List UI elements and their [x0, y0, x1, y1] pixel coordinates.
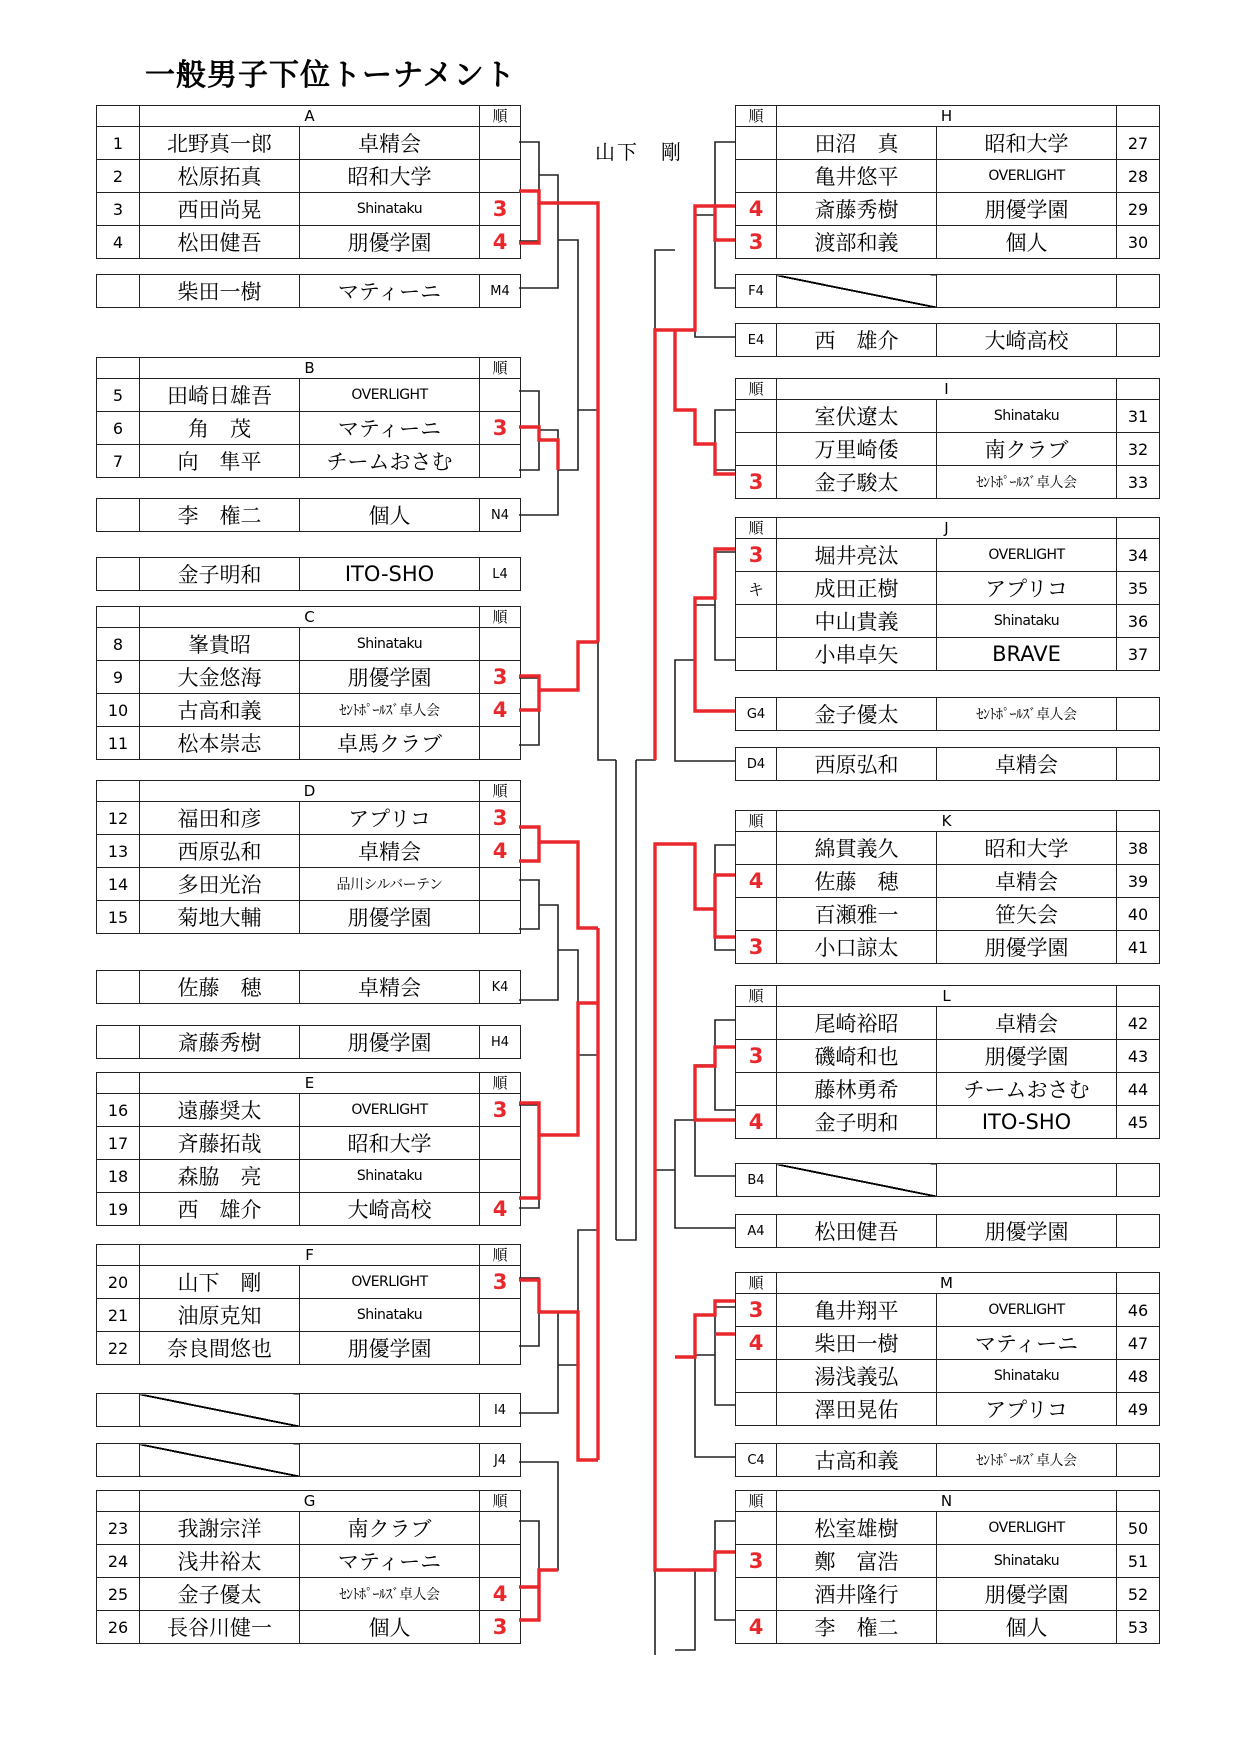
player-name: 酒井隆行	[777, 1578, 937, 1611]
seed-tag: C4	[736, 1444, 777, 1477]
rank-header: 順	[736, 811, 777, 832]
winner-line	[655, 330, 675, 760]
player-name: 森脇 亮	[140, 1160, 300, 1193]
player-name: 李 権二	[777, 1611, 937, 1644]
rank-header: 順	[736, 986, 777, 1007]
bracket-line	[715, 1521, 735, 1620]
rank-result: 4	[480, 226, 521, 259]
player-name: 福田和彦	[140, 802, 300, 835]
group-label: J	[777, 518, 1117, 539]
bracket-line	[655, 1170, 675, 1655]
player-team: OVERLIGHT	[937, 1512, 1117, 1545]
player-number: 13	[97, 835, 140, 868]
rank-result: 4	[480, 835, 521, 868]
player-number: 24	[97, 1545, 140, 1578]
player-number: 1	[97, 127, 140, 160]
rank-result: キ	[736, 572, 777, 605]
seed-team: 卓精会	[937, 748, 1117, 781]
seed-name: 李 権二	[140, 499, 300, 532]
player-number: 8	[97, 628, 140, 661]
player-name: 遠藤奨太	[140, 1094, 300, 1127]
winner-line	[558, 842, 598, 928]
player-number: 7	[97, 445, 140, 478]
seed-team: 朋優学園	[300, 1026, 480, 1059]
player-team: 朋優学園	[300, 661, 480, 694]
player-number: 15	[97, 901, 140, 934]
player-number: 45	[1117, 1106, 1160, 1139]
player-team: 朋優学園	[300, 901, 480, 934]
rank-result: 4	[480, 1578, 521, 1611]
player-name: 百瀬雅一	[777, 898, 937, 931]
seed-name: 古高和義	[777, 1444, 937, 1477]
rank-header: 順	[480, 781, 521, 802]
player-team: ITO-SHO	[937, 1106, 1117, 1139]
seed-tag: K4	[480, 971, 521, 1004]
player-team: OVERLIGHT	[300, 1094, 480, 1127]
seed-name: 金子明和	[140, 558, 300, 591]
rank-result: 4	[736, 1327, 777, 1360]
player-team: 卓精会	[937, 865, 1117, 898]
seed-tag: L4	[480, 558, 521, 591]
seed-name: 金子優太	[777, 698, 937, 731]
rank-result: 4	[736, 193, 777, 226]
player-team: チームおさむ	[937, 1073, 1117, 1106]
player-number: 34	[1117, 539, 1160, 572]
player-team: 昭和大学	[937, 832, 1117, 865]
player-team: 個人	[937, 226, 1117, 259]
player-name: 柴田一樹	[777, 1327, 937, 1360]
seed-team: 朋優学園	[937, 1215, 1117, 1248]
rank-header: 順	[736, 1273, 777, 1294]
rank-result: 3	[736, 1040, 777, 1073]
player-number: 30	[1117, 226, 1160, 259]
player-number: 12	[97, 802, 140, 835]
player-name: 磯崎和也	[777, 1040, 937, 1073]
bracket-line	[616, 760, 636, 1240]
player-name: 湯浅義弘	[777, 1360, 937, 1393]
rank-header: 順	[736, 106, 777, 127]
player-number: 38	[1117, 832, 1160, 865]
player-name: 西 雄介	[140, 1193, 300, 1226]
player-team: 昭和大学	[300, 160, 480, 193]
player-team: 朋優学園	[937, 193, 1117, 226]
player-name: 北野真一郎	[140, 127, 300, 160]
player-team: マティーニ	[300, 412, 480, 445]
player-name: 田沼 真	[777, 127, 937, 160]
player-team: 卓精会	[300, 127, 480, 160]
winner-line	[675, 330, 735, 474]
player-number: 27	[1117, 127, 1160, 160]
player-name: 斎藤秀樹	[777, 193, 937, 226]
bracket-line	[715, 552, 735, 660]
seed-tag: A4	[736, 1215, 777, 1248]
rank-result: 3	[736, 226, 777, 259]
group-label: K	[777, 811, 1117, 832]
seed-team: ITO-SHO	[300, 558, 480, 591]
bracket-line	[558, 240, 598, 410]
winner-line	[519, 827, 558, 842]
player-team: OVERLIGHT	[937, 539, 1117, 572]
player-name: 亀井悠平	[777, 160, 937, 193]
player-name: 渡部和義	[777, 226, 937, 259]
seed-tag: D4	[736, 748, 777, 781]
player-number: 50	[1117, 1512, 1160, 1545]
player-name: 多田光治	[140, 868, 300, 901]
player-number: 37	[1117, 638, 1160, 671]
player-name: 西田尚晃	[140, 193, 300, 226]
player-team: Shinataku	[937, 605, 1117, 638]
player-team: OVERLIGHT	[300, 1266, 480, 1299]
bracket-line	[558, 410, 578, 470]
rank-header: 順	[480, 1073, 521, 1094]
player-team: Shinataku	[937, 400, 1117, 433]
winner-name: 山下 剛	[595, 140, 683, 164]
seed-team: ｾﾝﾄﾎﾟｰﾙｽﾞ卓人会	[937, 698, 1117, 731]
player-number: 52	[1117, 1578, 1160, 1611]
player-number: 33	[1117, 466, 1160, 499]
player-name: 角 茂	[140, 412, 300, 445]
seed-name: 柴田一樹	[140, 275, 300, 308]
seed-team: 個人	[300, 499, 480, 532]
player-team: 昭和大学	[937, 127, 1117, 160]
rank-header: 順	[736, 1491, 777, 1512]
player-name: 佐藤 穂	[777, 865, 937, 898]
winner-line	[519, 203, 539, 243]
seed-tag: E4	[736, 324, 777, 357]
winner-line	[675, 844, 735, 909]
player-name: 松原拓真	[140, 160, 300, 193]
rank-header: 順	[480, 607, 521, 628]
player-team: アプリコ	[300, 802, 480, 835]
player-team: Shinataku	[300, 1160, 480, 1193]
player-number: 4	[97, 226, 140, 259]
player-number: 29	[1117, 193, 1160, 226]
rank-result: 3	[480, 661, 521, 694]
player-team: Shinataku	[937, 1360, 1117, 1393]
seed-tag: B4	[736, 1164, 777, 1197]
bracket-line	[715, 1020, 735, 1110]
seed-team: 卓精会	[300, 971, 480, 1004]
bracket-line	[715, 142, 735, 288]
player-number: 19	[97, 1193, 140, 1226]
player-number: 42	[1117, 1007, 1160, 1040]
bracket-line	[519, 1278, 539, 1346]
player-name: 奈良間悠也	[140, 1332, 300, 1365]
winner-line	[558, 1312, 598, 1460]
player-team: マティーニ	[937, 1327, 1117, 1360]
player-name: 山下 剛	[140, 1266, 300, 1299]
group-label: B	[140, 358, 480, 379]
player-number: 35	[1117, 572, 1160, 605]
player-number: 26	[97, 1611, 140, 1644]
player-number: 5	[97, 379, 140, 412]
player-team: 朋優学園	[937, 1578, 1117, 1611]
player-number: 44	[1117, 1073, 1160, 1106]
player-number: 43	[1117, 1040, 1160, 1073]
player-name: 大金悠海	[140, 661, 300, 694]
seed-tag: N4	[480, 499, 521, 532]
player-name: 藤林勇希	[777, 1073, 937, 1106]
player-number: 14	[97, 868, 140, 901]
group-label: F	[140, 1245, 480, 1266]
player-name: 峯貴昭	[140, 628, 300, 661]
player-team: Shinataku	[937, 1545, 1117, 1578]
player-number: 28	[1117, 160, 1160, 193]
player-team: ｾﾝﾄﾎﾟｰﾙｽﾞ卓人会	[300, 1578, 480, 1611]
rank-header: 順	[480, 106, 521, 127]
bracket-line	[519, 1521, 539, 1620]
winner-line	[519, 1103, 558, 1135]
player-name: 金子明和	[777, 1106, 937, 1139]
rank-result: 4	[736, 865, 777, 898]
rank-header: 順	[736, 518, 777, 539]
player-name: 金子駿太	[777, 466, 937, 499]
player-number: 36	[1117, 605, 1160, 638]
winner-line	[558, 642, 598, 690]
player-name: 澤田晃佑	[777, 1393, 937, 1426]
player-team: OVERLIGHT	[937, 1294, 1117, 1327]
winner-line	[715, 206, 735, 240]
rank-header: 順	[480, 358, 521, 379]
player-name: 斉藤拓哉	[140, 1127, 300, 1160]
player-team: マティーニ	[300, 1545, 480, 1578]
bracket-line	[715, 845, 735, 950]
player-name: 長谷川健一	[140, 1611, 300, 1644]
seed-team: ｾﾝﾄﾎﾟｰﾙｽﾞ卓人会	[937, 1444, 1117, 1477]
player-name: 西原弘和	[140, 835, 300, 868]
winner-line	[675, 1552, 735, 1570]
player-number: 31	[1117, 400, 1160, 433]
rank-header: 順	[480, 1245, 521, 1266]
player-name: 向 隼平	[140, 445, 300, 478]
player-name: 松本崇志	[140, 727, 300, 760]
player-number: 49	[1117, 1393, 1160, 1426]
player-name: 松室雄樹	[777, 1512, 937, 1545]
player-team: 卓精会	[937, 1007, 1117, 1040]
winner-line	[655, 844, 675, 1357]
player-team: 朋優学園	[300, 226, 480, 259]
player-number: 41	[1117, 931, 1160, 964]
seed-tag: I4	[480, 1394, 521, 1427]
player-team: OVERLIGHT	[300, 379, 480, 412]
player-name: 金子優太	[140, 1578, 300, 1611]
bracket-line	[598, 410, 616, 760]
winner-line	[675, 1301, 735, 1357]
group-label: M	[777, 1273, 1117, 1294]
player-team: Shinataku	[300, 1299, 480, 1332]
player-name: 古高和義	[140, 694, 300, 727]
seed-team: 大崎高校	[937, 324, 1117, 357]
seed-name: 西原弘和	[777, 748, 937, 781]
player-number: 21	[97, 1299, 140, 1332]
bracket-line	[519, 880, 539, 929]
rank-result: 3	[736, 1545, 777, 1578]
player-team: 朋優学園	[937, 1040, 1117, 1073]
player-team: アプリコ	[937, 1393, 1117, 1426]
player-name: 浅井裕太	[140, 1545, 300, 1578]
player-number: 3	[97, 193, 140, 226]
bracket-line	[715, 1307, 735, 1405]
player-team: 笹矢会	[937, 898, 1117, 931]
player-number: 17	[97, 1127, 140, 1160]
winner-line	[655, 1357, 675, 1570]
rank-result: 3	[480, 802, 521, 835]
rank-header: 順	[480, 1491, 521, 1512]
rank-result: 3	[480, 1266, 521, 1299]
winner-line	[519, 1280, 558, 1312]
player-name: 万里崎倭	[777, 433, 937, 466]
player-team: Shinataku	[300, 628, 480, 661]
bracket-line	[675, 1570, 715, 1650]
player-team: 南クラブ	[300, 1512, 480, 1545]
winner-line	[519, 1570, 558, 1620]
seed-name: 佐藤 穂	[140, 971, 300, 1004]
winner-line	[715, 909, 735, 937]
group-label: L	[777, 986, 1117, 1007]
player-name: 室伏遼太	[777, 400, 937, 433]
player-number: 39	[1117, 865, 1160, 898]
player-name: 尾崎裕昭	[777, 1007, 937, 1040]
player-name: 成田正樹	[777, 572, 937, 605]
player-team: 昭和大学	[300, 1127, 480, 1160]
rank-result: 4	[736, 1106, 777, 1139]
seed-name: 斎藤秀樹	[140, 1026, 300, 1059]
player-team: ｾﾝﾄﾎﾟｰﾙｽﾞ卓人会	[937, 466, 1117, 499]
player-number: 40	[1117, 898, 1160, 931]
player-name: 亀井翔平	[777, 1294, 937, 1327]
winner-line	[519, 1135, 539, 1198]
player-number: 32	[1117, 433, 1160, 466]
page-title: 一般男子下位トーナメント	[145, 58, 516, 93]
player-team: 卓馬クラブ	[300, 727, 480, 760]
player-team: 卓精会	[300, 835, 480, 868]
player-number: 18	[97, 1160, 140, 1193]
player-team: 南クラブ	[937, 433, 1117, 466]
player-name: 鄭 富浩	[777, 1545, 937, 1578]
group-label: C	[140, 607, 480, 628]
winner-line	[558, 1003, 598, 1135]
player-number: 22	[97, 1332, 140, 1365]
player-name: 菊地大輔	[140, 901, 300, 934]
seed-tag: H4	[480, 1026, 521, 1059]
rank-result: 4	[480, 694, 521, 727]
player-name: 油原克知	[140, 1299, 300, 1332]
bracket-line	[519, 391, 539, 470]
seed-tag: G4	[736, 698, 777, 731]
player-number: 47	[1117, 1327, 1160, 1360]
player-team: OVERLIGHT	[937, 160, 1117, 193]
group-label: I	[777, 379, 1117, 400]
player-team: 個人	[300, 1611, 480, 1644]
rank-result: 4	[480, 1193, 521, 1226]
group-label: E	[140, 1073, 480, 1094]
player-name: 小串卓矢	[777, 638, 937, 671]
bracket-line	[519, 1105, 539, 1208]
seed-tag: M4	[480, 275, 521, 308]
player-name: 中山貴義	[777, 605, 937, 638]
seed-team: マティーニ	[300, 275, 480, 308]
player-team: 個人	[937, 1611, 1117, 1644]
player-number: 9	[97, 661, 140, 694]
rank-result: 3	[480, 1094, 521, 1127]
player-number: 23	[97, 1512, 140, 1545]
rank-result: 3	[736, 539, 777, 572]
player-number: 25	[97, 1578, 140, 1611]
player-number: 6	[97, 412, 140, 445]
seed-name: 松田健吾	[777, 1215, 937, 1248]
rank-result: 4	[736, 1611, 777, 1644]
player-team: チームおさむ	[300, 445, 480, 478]
rank-result: 3	[480, 193, 521, 226]
player-number: 20	[97, 1266, 140, 1299]
player-number: 2	[97, 160, 140, 193]
rank-result: 3	[736, 931, 777, 964]
rank-result: 3	[736, 466, 777, 499]
winner-line	[519, 690, 539, 710]
group-label: D	[140, 781, 480, 802]
group-label: N	[777, 1491, 1117, 1512]
player-name: 綿貫義久	[777, 832, 937, 865]
rank-result: 3	[480, 412, 521, 445]
player-name: 小口諒太	[777, 931, 937, 964]
player-name: 田崎日雄吾	[140, 379, 300, 412]
player-number: 10	[97, 694, 140, 727]
player-team: Shinataku	[300, 193, 480, 226]
rank-result: 3	[736, 1294, 777, 1327]
bracket-line	[675, 1120, 735, 1228]
player-team: 大崎高校	[300, 1193, 480, 1226]
group-label: G	[140, 1491, 480, 1512]
winner-line	[675, 206, 715, 330]
player-name: 我謝宗洋	[140, 1512, 300, 1545]
player-number: 46	[1117, 1294, 1160, 1327]
winner-line	[519, 191, 558, 203]
player-number: 11	[97, 727, 140, 760]
player-name: 堀井亮汰	[777, 539, 937, 572]
player-name: 松田健吾	[140, 226, 300, 259]
winner-line	[519, 842, 539, 861]
player-team: アプリコ	[937, 572, 1117, 605]
player-team: 朋優学園	[300, 1332, 480, 1365]
seed-name: 西 雄介	[777, 324, 937, 357]
rank-result: 3	[480, 1611, 521, 1644]
bracket-line	[715, 410, 735, 470]
player-team: 朋優学園	[937, 931, 1117, 964]
player-team: ｾﾝﾄﾎﾟｰﾙｽﾞ卓人会	[300, 694, 480, 727]
player-number: 48	[1117, 1360, 1160, 1393]
seed-tag: J4	[480, 1444, 521, 1477]
rank-header: 順	[736, 379, 777, 400]
group-label: A	[140, 106, 480, 127]
player-team: BRAVE	[937, 638, 1117, 671]
player-number: 51	[1117, 1545, 1160, 1578]
player-team: 品川シルバーテン	[300, 868, 480, 901]
group-label: H	[777, 106, 1117, 127]
player-number: 53	[1117, 1611, 1160, 1644]
seed-tag: F4	[736, 275, 777, 308]
player-number: 16	[97, 1094, 140, 1127]
